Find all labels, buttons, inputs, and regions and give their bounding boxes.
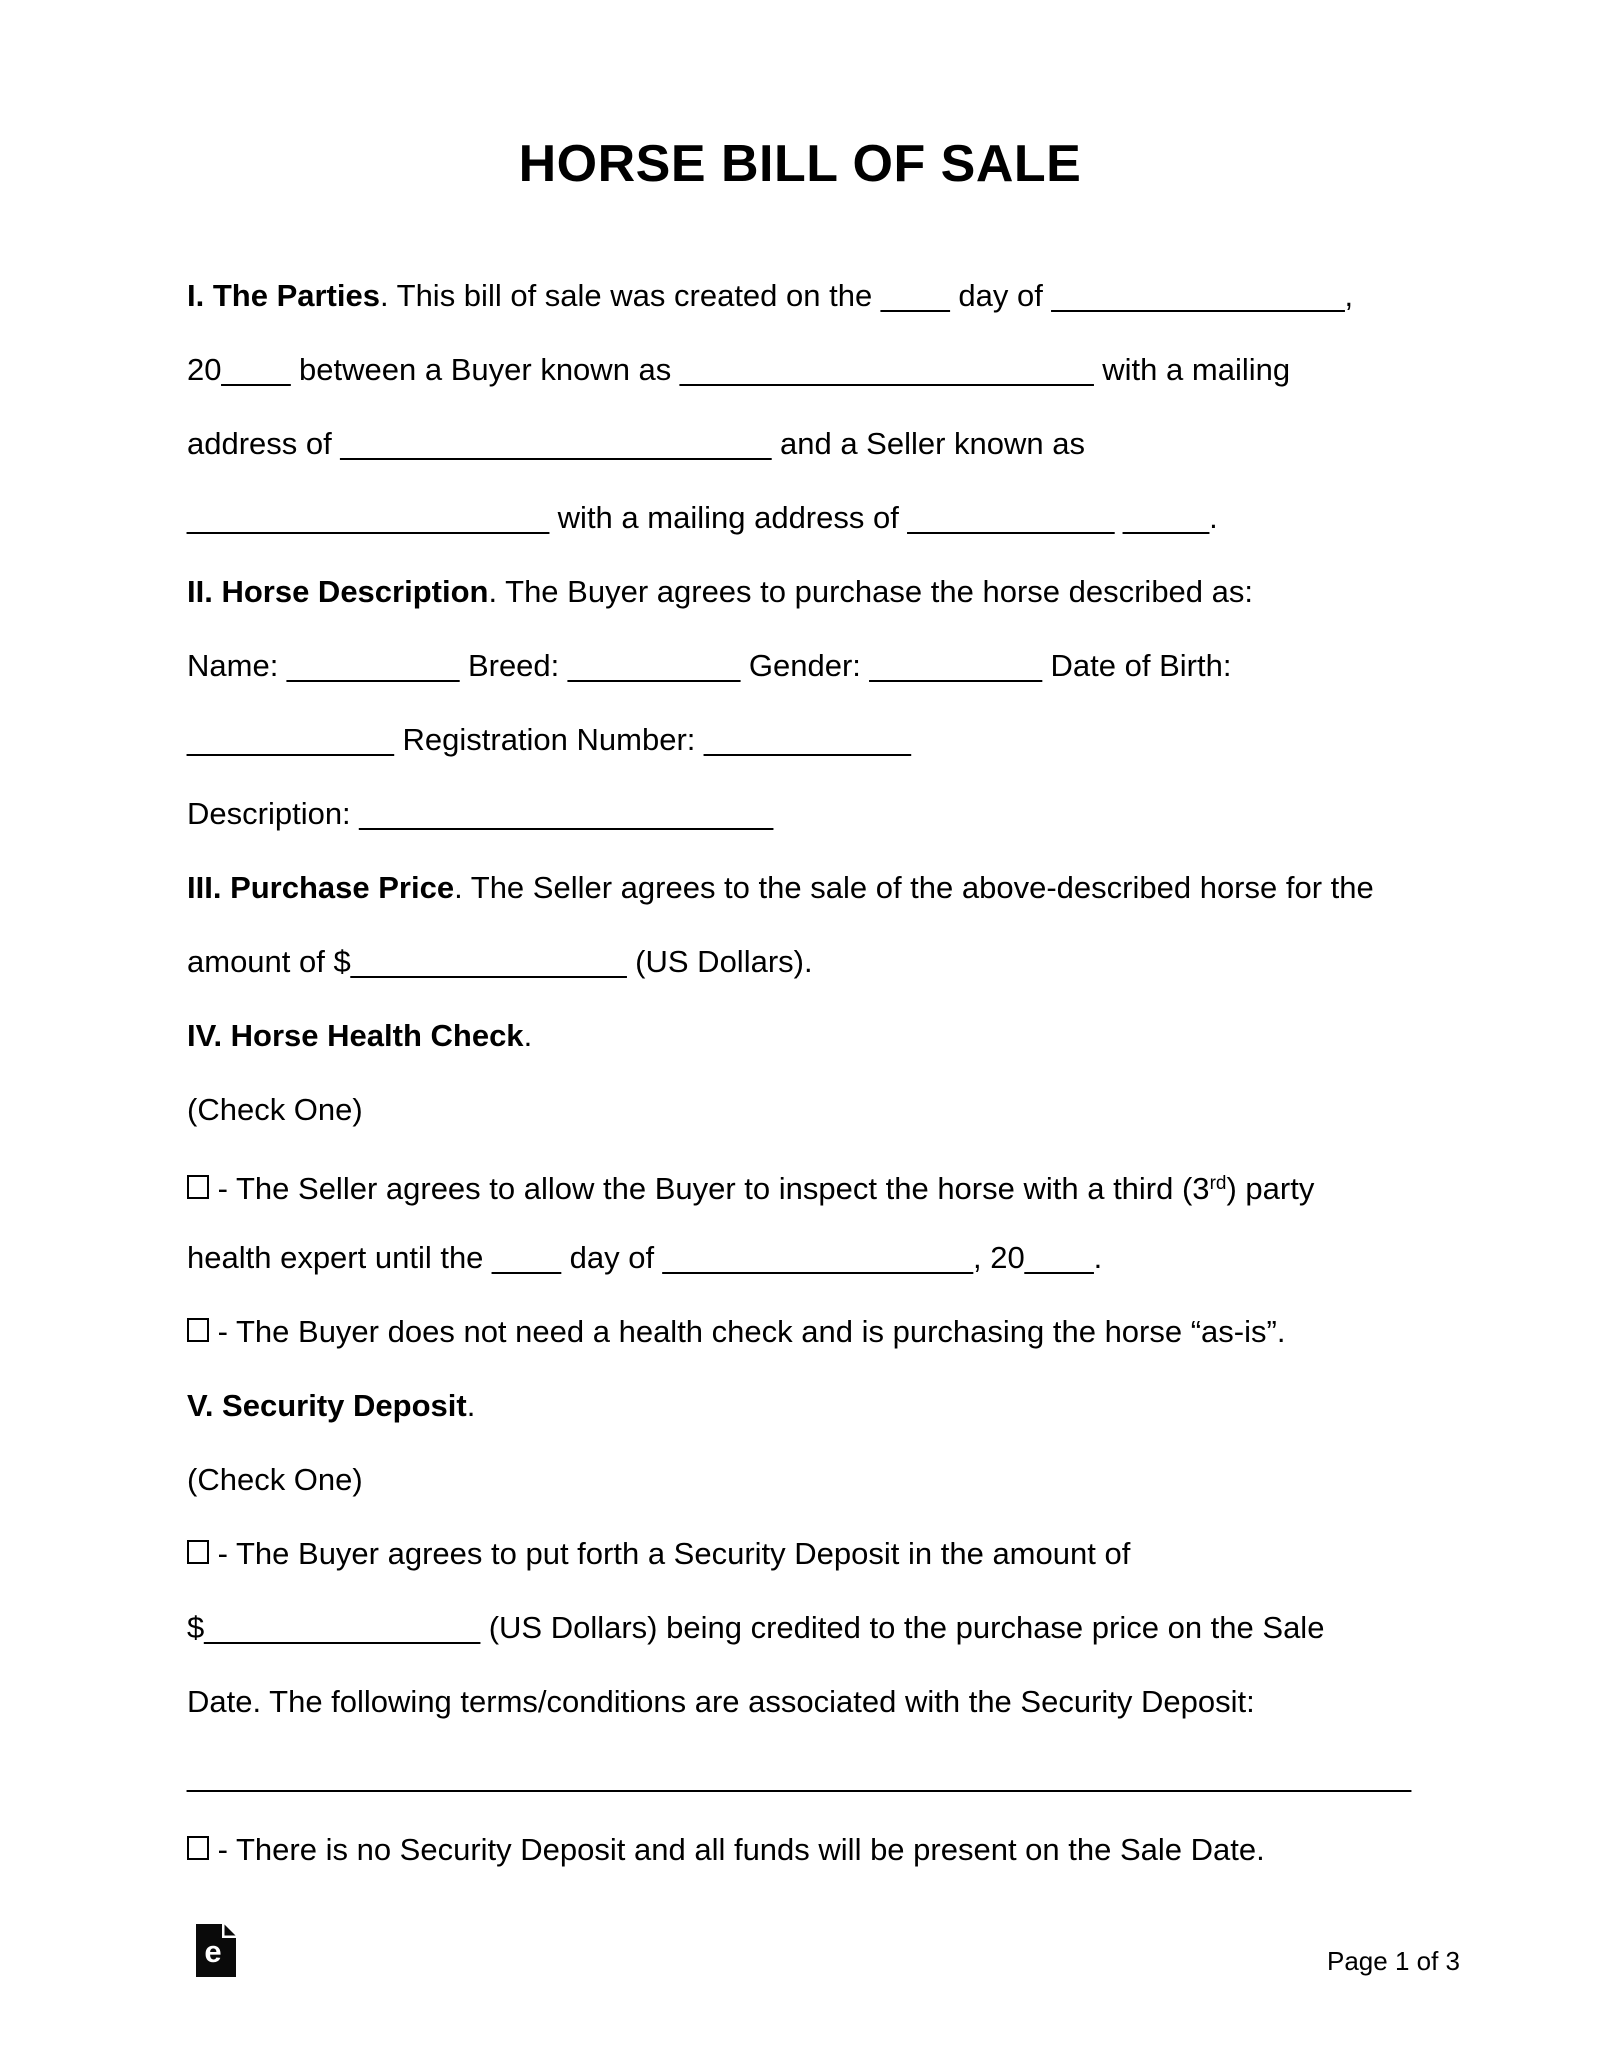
text-segment: (Check One)	[187, 1092, 363, 1127]
checkbox-icon	[187, 1175, 209, 1199]
text-segment: I. The Parties	[187, 278, 380, 313]
text-segment: . The Seller agrees to the sale of the above-described horse for the	[454, 870, 1374, 905]
text-segment: - The Seller agrees to allow the Buyer to inspect the horse with a third (3	[209, 1171, 1210, 1206]
document-line	[187, 1221, 1419, 1295]
document-line	[187, 1739, 1419, 1813]
document-line	[187, 1147, 1419, 1221]
document-line	[187, 703, 1419, 777]
text-segment: V. Security Deposit	[187, 1388, 467, 1423]
text-segment: - There is no Security Deposit and all funds will be present on the Sale Date.	[209, 1832, 1265, 1867]
text-segment: ____________ Registration Number: ____________	[187, 722, 911, 757]
page-indicator: Page 1 of 3	[1327, 1946, 1460, 1976]
text-segment: Name: __________ Breed: __________ Gender: __________ Date of Birth:	[187, 648, 1232, 683]
document-line	[187, 259, 1419, 333]
text-segment: II. Horse Description	[187, 574, 489, 609]
text-segment: amount of $________________ (US Dollars).	[187, 944, 813, 979]
eforms-logo-icon	[196, 1924, 236, 1977]
document-line	[187, 1443, 1419, 1517]
document-line	[187, 1813, 1419, 1887]
text-segment: .	[523, 1018, 533, 1053]
text-segment: .	[466, 1388, 476, 1423]
logo-folded-corner	[225, 1925, 236, 1936]
document-line	[187, 481, 1419, 555]
text-segment: . This bill of sale was created on the ____ day of _________________,	[379, 278, 1354, 313]
document-line	[187, 1295, 1419, 1369]
text-segment: - The Buyer agrees to put forth a Security Deposit in the amount of	[209, 1536, 1131, 1571]
text-segment: 20____ between a Buyer known as ________________________ with a mailing	[187, 352, 1291, 387]
document-line	[187, 407, 1419, 481]
text-segment: Description: ________________________	[187, 796, 774, 831]
document-line	[187, 629, 1419, 703]
checkbox-icon	[187, 1318, 209, 1342]
document-line	[187, 1073, 1419, 1147]
document-line	[187, 1517, 1419, 1591]
text-segment: _______________________________________________________________________	[187, 1758, 1412, 1793]
document-line	[187, 925, 1419, 999]
text-segment: Date. The following terms/conditions are associated with the Security Deposit:	[187, 1684, 1255, 1719]
text-segment: . The Buyer agrees to purchase the horse described as:	[488, 574, 1254, 609]
document-line	[187, 999, 1419, 1073]
text-segment: - The Buyer does not need a health check and is purchasing the horse “as-is”.	[209, 1314, 1286, 1349]
document-line	[187, 555, 1419, 629]
text-segment: III. Purchase Price	[187, 870, 455, 905]
document-body	[187, 259, 1419, 1887]
text-segment: IV. Horse Health Check	[187, 1018, 524, 1053]
logo-letter: e	[204, 1934, 222, 1969]
text-segment: ) party	[1226, 1171, 1315, 1206]
document-title: HORSE BILL OF SALE	[518, 135, 1082, 193]
text-segment: $________________ (US Dollars) being credited to the purchase price on the Sale	[187, 1610, 1325, 1645]
document-line	[187, 333, 1419, 407]
checkbox-icon	[187, 1836, 209, 1860]
text-segment: rd	[1209, 1173, 1227, 1194]
text-segment: health expert until the ____ day of __________________, 20____.	[187, 1240, 1103, 1275]
text-segment: address of _________________________ and a Seller known as	[187, 426, 1086, 461]
text-segment: _____________________ with a mailing address of ____________ _____.	[187, 500, 1218, 535]
document-line	[187, 851, 1419, 925]
checkbox-icon	[187, 1540, 209, 1564]
document-line	[187, 777, 1419, 851]
text-segment: (Check One)	[187, 1462, 363, 1497]
document-line	[187, 1369, 1419, 1443]
document-line	[187, 1591, 1419, 1665]
document-line	[187, 1665, 1419, 1739]
